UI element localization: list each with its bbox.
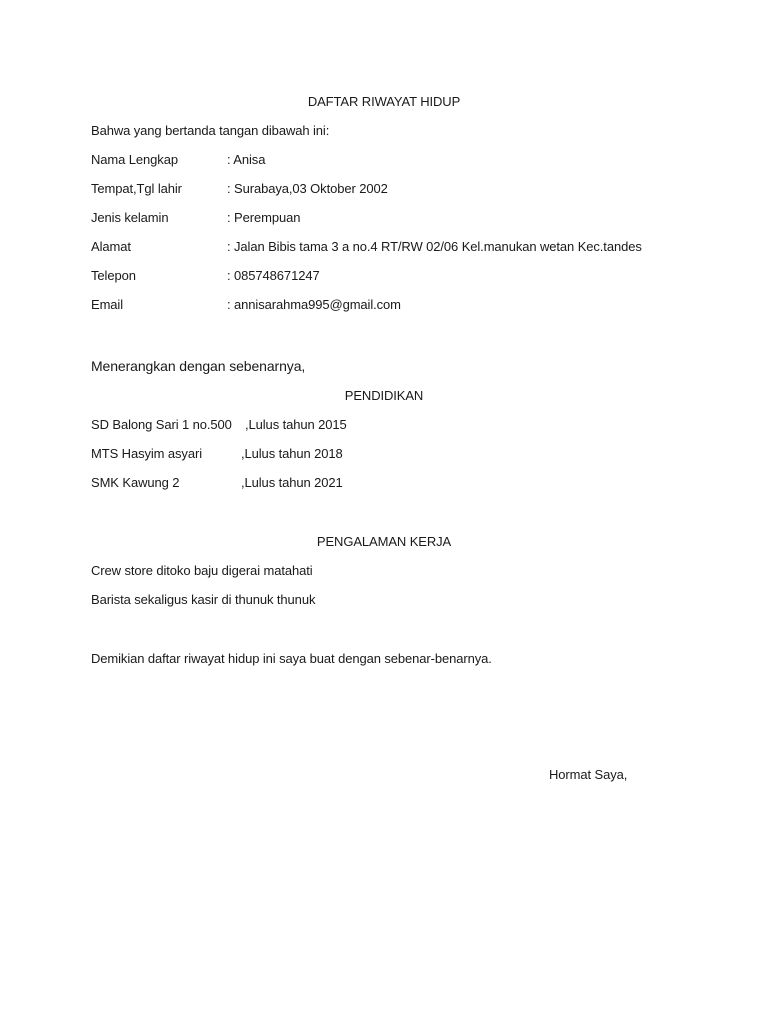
- value-address: : Jalan Bibis tama 3 a no.4 RT/RW 02/06 Kel.manukan wetan Kec.tandes: [227, 239, 642, 254]
- experience-heading: PENGALAMAN KERJA: [316, 534, 452, 549]
- label-address: Alamat: [91, 239, 131, 254]
- label-full-name: Nama Lengkap: [91, 152, 178, 167]
- label-birth: Tempat,Tgl lahir: [91, 181, 182, 196]
- education-school: MTS Hasyim asyari: [91, 446, 202, 461]
- label-phone: Telepon: [91, 268, 136, 283]
- education-heading: PENDIDIKAN: [344, 388, 424, 403]
- intro-text: Bahwa yang bertanda tangan dibawah ini:: [91, 123, 330, 138]
- label-email: Email: [91, 297, 124, 312]
- value-gender: : Perempuan: [227, 210, 301, 225]
- closing-text: Demikian daftar riwayat hidup ini saya buat dengan sebenar-benarnya.: [91, 651, 492, 666]
- document-title: DAFTAR RIWAYAT HIDUP: [307, 94, 461, 109]
- experience-item: Crew store ditoko baju digerai matahati: [91, 563, 313, 578]
- education-year: ,Lulus tahun 2018: [241, 446, 343, 461]
- value-email: : annisarahma995@gmail.com: [227, 297, 401, 312]
- education-school: SD Balong Sari 1 no.500: [91, 417, 232, 432]
- education-year: ,Lulus tahun 2015: [245, 417, 347, 432]
- education-school: SMK Kawung 2: [91, 475, 180, 490]
- signoff-text: Hormat Saya,: [549, 767, 628, 782]
- value-birth: : Surabaya,03 Oktober 2002: [227, 181, 388, 196]
- value-phone: : 085748671247: [227, 268, 320, 283]
- experience-item: Barista sekaligus kasir di thunuk thunuk: [91, 592, 316, 607]
- statement-text: Menerangkan dengan sebenarnya,: [91, 358, 306, 374]
- value-full-name: : Anisa: [227, 152, 266, 167]
- label-gender: Jenis kelamin: [91, 210, 169, 225]
- education-year: ,Lulus tahun 2021: [241, 475, 343, 490]
